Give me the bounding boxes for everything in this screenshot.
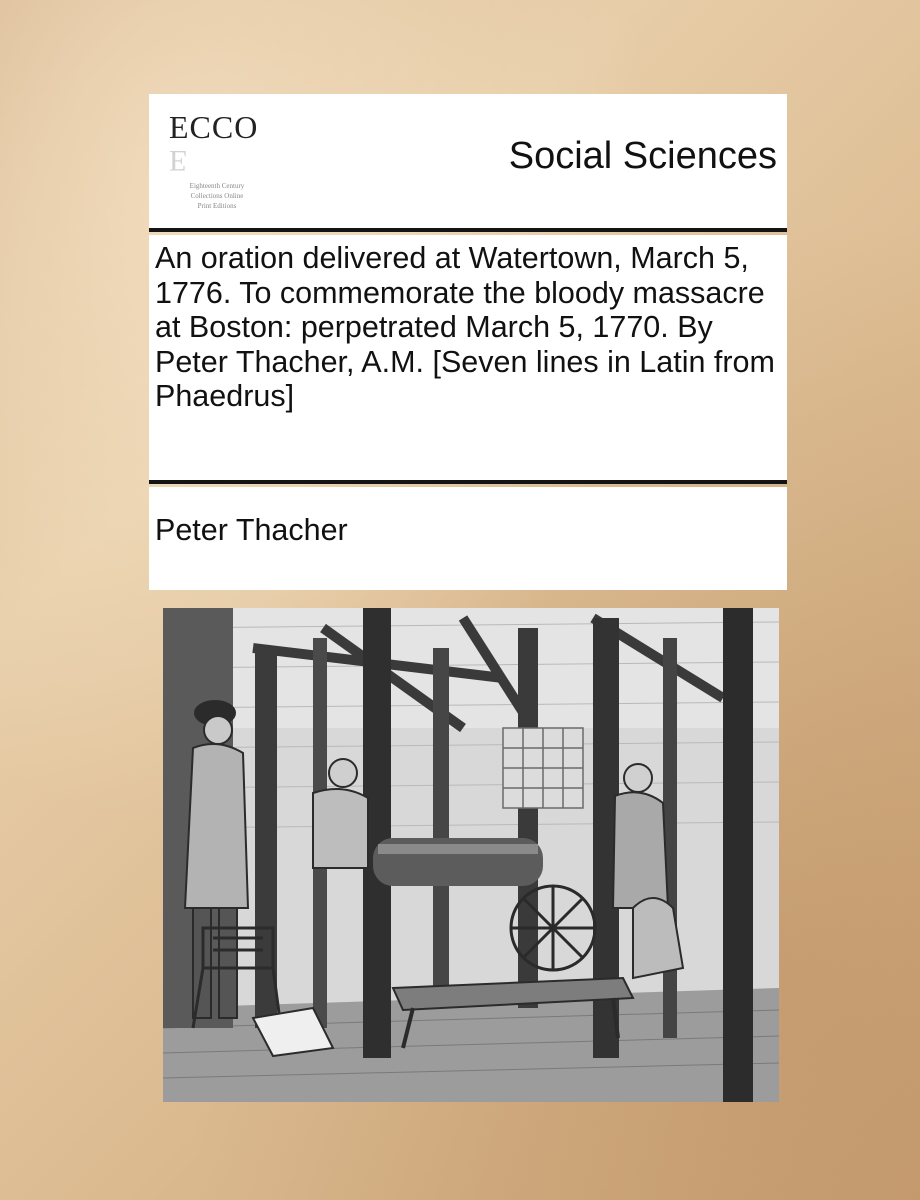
logo-line-3: Print Editions [197,202,237,210]
logo-reflection: E [169,144,189,177]
category-label: Social Sciences [508,135,777,177]
ecco-logo [163,108,273,220]
logo-line-2: Collections Online [190,192,244,200]
divider-top [149,228,787,232]
divider-bottom [149,480,787,484]
logo-line-1: Eighteenth Century [189,182,245,190]
title-panel [149,235,787,480]
logo-letters: ECCO [169,109,259,145]
author-panel [149,487,787,590]
author-name: Peter Thacher [155,513,348,547]
weaving-workshop-engraving [163,608,779,1102]
cover-illustration [163,608,779,1102]
book-title: An oration delivered at Watertown, March 5, 1776. To commemorate the bloody massacre at Boston: perpetrated March 5, 1770. By Peter Thacher, A.M. [Seven lines in Latin from Phaedrus] [155,241,775,413]
header-panel [149,94,787,228]
